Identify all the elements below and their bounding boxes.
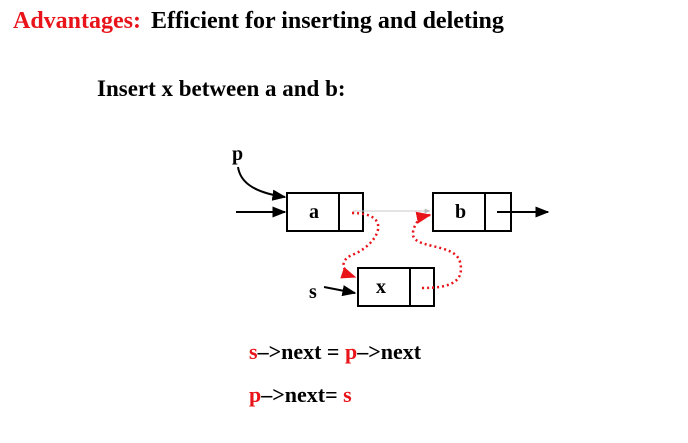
node-a-label: a [309, 201, 319, 223]
code-line-2-arrow: –>next= [261, 382, 344, 407]
node-x-label: x [376, 276, 386, 298]
subtitle: Insert x between a and b: [97, 76, 346, 101]
pointer-p-label: p [232, 143, 244, 165]
code-line-2-var2: s [343, 382, 352, 407]
code-line-2-var: p [249, 382, 262, 407]
node-a [287, 193, 363, 231]
node-b-label: b [455, 201, 467, 223]
node-a-box [287, 193, 363, 231]
pointer-s-label: s [309, 281, 317, 303]
headline-text: Efficient for inserting and deleting [151, 8, 504, 34]
code-line-2 [249, 382, 352, 408]
code-line-1-var: s [249, 339, 258, 364]
code-line-1-rest: –>next [357, 339, 422, 364]
headline-label: Advantages: [13, 8, 142, 34]
pointer-p-arrow [238, 167, 285, 197]
code-line-1-var2: p [344, 339, 358, 364]
code-line-1 [249, 339, 421, 365]
pointer-s-arrow [324, 287, 355, 293]
code-line-1-arrow: –>next = [257, 339, 345, 364]
